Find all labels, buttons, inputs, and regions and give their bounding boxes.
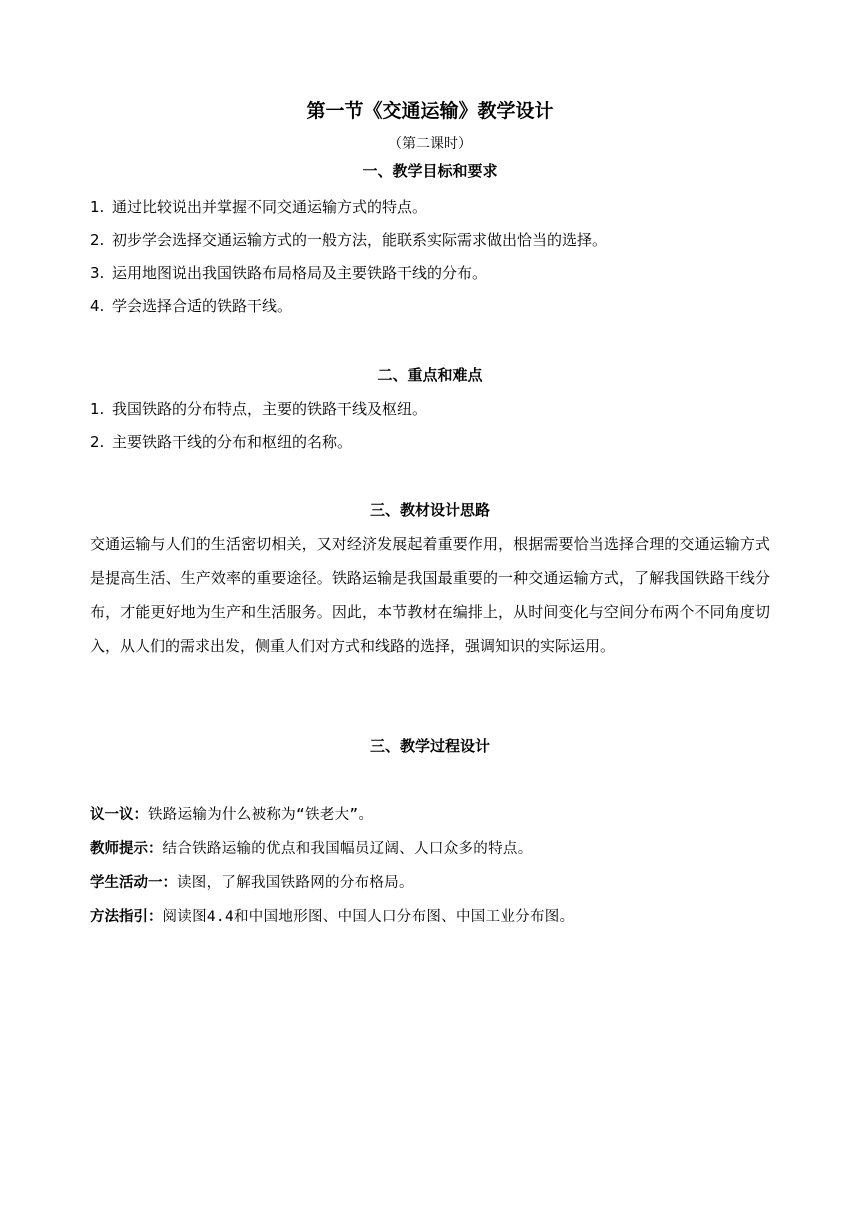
list-item bbox=[90, 196, 427, 218]
activity-item bbox=[90, 872, 414, 894]
list-item-text: 初步学会选择交通运输方式的一般方法，能联系实际需求做出恰当的选择。 bbox=[112, 231, 608, 249]
list-item bbox=[90, 229, 607, 251]
design-idea-paragraph: 交通运输与人们的生活密切相关，又对经济发展起着重要作用，根据需要恰当选择合理的交通运输方式是提高生活、生产效率的重要途径。铁路运输是我国最重要的一种交通运输方式，了解我国铁路干线分布，才能更好地为生产和生活服务。因此，本节教材在编排上，从时间变化与空间分布两个不同角度切入，从人们的需求出发，侧重人们对方式和线路的选择，强调知识的实际运用。 bbox=[90, 535, 770, 655]
activity-label: 议一议： bbox=[90, 807, 148, 823]
list-item-text: 运用地图说出我国铁路布局格局及主要铁路干线的分布。 bbox=[112, 264, 488, 282]
section-heading-design-idea: 三、教材设计思路 bbox=[369, 501, 490, 519]
document-title: 第一节《交通运输》教学设计 bbox=[306, 100, 554, 122]
list-item-text: 通过比较说出并掌握不同交通运输方式的特点。 bbox=[112, 198, 428, 216]
list-item-number: 2. bbox=[90, 433, 105, 451]
activity-item bbox=[90, 838, 533, 860]
list-item bbox=[90, 295, 292, 317]
list-item-text: 主要铁路干线的分布和枢纽的名称。 bbox=[112, 433, 353, 451]
list-item bbox=[90, 262, 487, 284]
activity-text: 铁路运输为什么被称为“铁老大”。 bbox=[148, 807, 374, 823]
list-item-number: 2. bbox=[90, 231, 105, 249]
list-item-text: 我国铁路的分布特点，主要的铁路干线及枢纽。 bbox=[112, 400, 428, 418]
list-item-number: 3. bbox=[90, 264, 105, 282]
activity-label: 教师提示： bbox=[90, 841, 163, 857]
activity-text: 阅读图4.4和中国地形图、中国人口分布图、中国工业分布图。 bbox=[162, 909, 575, 925]
list-item-text: 学会选择合适的铁路干线。 bbox=[112, 297, 293, 315]
list-item-number: 1. bbox=[90, 198, 105, 216]
list-item-number: 4. bbox=[90, 297, 105, 315]
activity-text: 结合铁路运输的优点和我国幅员辽阔、人口众多的特点。 bbox=[162, 841, 533, 857]
section-heading-process: 三、教学过程设计 bbox=[369, 737, 490, 755]
activity-item bbox=[90, 804, 373, 826]
section-heading-key-points: 二、重点和难点 bbox=[377, 366, 483, 384]
document-subtitle: （第二课时） bbox=[388, 136, 472, 152]
activity-label: 方法指引： bbox=[90, 909, 163, 925]
list-item bbox=[90, 431, 352, 453]
activity-item bbox=[90, 906, 574, 928]
section-heading-objectives: 一、教学目标和要求 bbox=[362, 162, 498, 180]
list-item-number: 1. bbox=[90, 400, 105, 418]
activity-text: 读图，了解我国铁路网的分布格局。 bbox=[177, 875, 414, 891]
activity-label: 学生活动一： bbox=[90, 875, 177, 891]
list-item bbox=[90, 398, 427, 420]
